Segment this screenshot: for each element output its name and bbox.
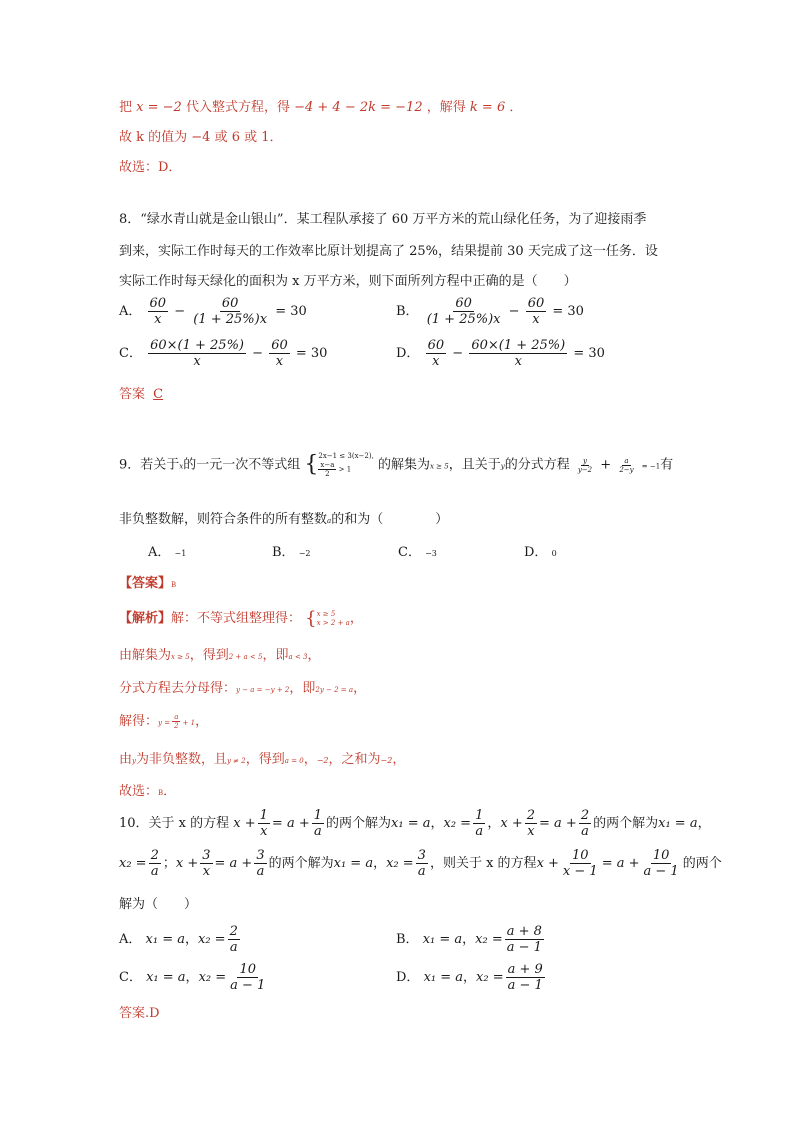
text: ，则关于 x 的方程 xyxy=(429,856,537,871)
denominator: x − 1 xyxy=(562,864,598,879)
numerator: 1 xyxy=(475,808,484,823)
operator: − xyxy=(452,346,464,361)
q8-answer xyxy=(119,383,163,402)
fraction xyxy=(469,338,567,369)
inequality-system: { x ≥ 5 x > 2 + a xyxy=(305,607,350,629)
analysis-label: 【解析】 xyxy=(119,611,172,626)
text: 9．若关于 xyxy=(119,457,180,473)
denominator: (1 + 25%)x xyxy=(193,312,268,327)
q9-answer xyxy=(119,572,176,591)
operator: − xyxy=(252,346,264,361)
text: ， xyxy=(463,970,477,985)
numerator: x−a xyxy=(320,461,335,469)
math: x + xyxy=(233,816,256,831)
text: ． xyxy=(509,100,523,115)
numerator: 3 xyxy=(417,848,426,863)
text: 把 xyxy=(119,100,133,115)
math: y − a = −y + 2 xyxy=(236,686,290,694)
system-row-2 xyxy=(318,461,373,478)
math: = a + xyxy=(214,856,253,871)
math: 2 + a < 5 xyxy=(228,653,263,661)
text: 的两个解为 xyxy=(326,816,392,831)
numerator: 2 xyxy=(229,924,238,939)
text: 故选： xyxy=(119,784,159,799)
denominator: a xyxy=(229,940,238,955)
math: x₂ = xyxy=(198,932,226,947)
q10-option-d[interactable] xyxy=(396,962,547,993)
fraction xyxy=(561,848,600,879)
denominator: x xyxy=(432,354,440,369)
math: x₁ = a xyxy=(146,970,186,985)
option-label: C． xyxy=(119,346,142,361)
solution-line-3: 故选：D． xyxy=(119,160,182,175)
denominator: a − 1 xyxy=(230,978,266,993)
math: x₂ = xyxy=(198,970,227,985)
text: 的分式方程 xyxy=(504,457,570,473)
text: ，得到 xyxy=(189,648,229,663)
text: ， xyxy=(185,970,199,985)
denominator: 2−y xyxy=(619,465,634,474)
q8-stem-line-3: 实际工作时每天绿化的面积为 x 万平方米，则下面所列方程中正确的是（ ） xyxy=(119,274,577,289)
text: ． xyxy=(163,784,177,799)
text: 的两个 xyxy=(682,856,722,871)
denominator: a − 1 xyxy=(506,940,542,955)
text: ，得到 xyxy=(245,752,285,767)
fraction xyxy=(576,457,594,474)
denominator: a xyxy=(581,824,589,839)
equation-rhs: = 30 xyxy=(275,304,307,319)
fraction xyxy=(426,338,447,369)
solution-line-1 xyxy=(119,96,522,115)
fraction xyxy=(525,808,537,839)
math: x₁ = a xyxy=(391,816,431,831)
q9-analysis-line-4 xyxy=(119,710,208,730)
numerator: 10 xyxy=(572,848,589,863)
text: ，即 xyxy=(289,681,316,696)
fraction xyxy=(505,924,544,955)
math: y = xyxy=(158,719,171,727)
text: ， xyxy=(430,816,444,831)
text: 的一元一次不等式组 xyxy=(183,457,301,473)
answer-value: B xyxy=(171,581,177,589)
fraction xyxy=(642,848,681,879)
text: 非负整数解，则符合条件的所有整数 xyxy=(119,512,328,527)
numerator: 60 xyxy=(527,296,545,311)
denominator: 2 xyxy=(325,470,330,478)
numerator: 3 xyxy=(256,848,265,863)
denominator: a xyxy=(150,864,159,879)
fraction xyxy=(425,296,503,327)
q9-option-d[interactable] xyxy=(524,541,557,560)
math: x₁ = a xyxy=(658,816,698,831)
math: −2 xyxy=(380,756,393,765)
denominator: x xyxy=(193,354,201,369)
text: ， xyxy=(303,752,317,767)
answer-value: B xyxy=(158,789,164,797)
var: x xyxy=(179,462,184,471)
math: x₁ = a xyxy=(333,856,374,871)
fraction xyxy=(506,962,545,993)
q9-option-a[interactable] xyxy=(148,541,186,560)
numerator: a xyxy=(624,456,629,465)
operator: − xyxy=(174,304,186,319)
text: ， xyxy=(392,752,406,767)
option-label: A． xyxy=(119,932,142,947)
text: ，且关于 xyxy=(448,457,501,473)
q9-analysis-line-2 xyxy=(119,644,320,663)
q9-analysis-line-1 xyxy=(119,607,363,629)
q9-option-b[interactable] xyxy=(272,541,311,560)
text: 由 xyxy=(119,752,133,767)
text: 解得： xyxy=(119,714,159,729)
text: ，之和为 xyxy=(328,752,381,767)
math: x₂ = xyxy=(443,816,472,831)
option-value: 0 xyxy=(551,549,557,558)
fraction xyxy=(149,848,161,879)
math: −4 + 4 − 2k = −12 xyxy=(294,100,423,115)
text: ， xyxy=(195,714,209,729)
answer-label: 答案 xyxy=(119,387,146,402)
math: = a + xyxy=(271,816,310,831)
inequality-system: { 2x−1 ≤ 3(x−2), $\frac{x-a}{2}$ > 1 xyxy=(304,452,374,478)
fraction xyxy=(473,808,485,839)
numerator: 3 xyxy=(202,848,211,863)
math: k = 6 xyxy=(469,100,506,115)
q10-answer: 答案.D xyxy=(119,1006,160,1021)
fraction xyxy=(526,296,547,327)
var: a xyxy=(327,517,332,525)
denominator: (1 + 25%)x xyxy=(426,312,501,327)
option-label: D． xyxy=(524,545,548,560)
numerator: 60 xyxy=(221,296,239,311)
text: 解：不等式组整理得： xyxy=(171,611,302,626)
text: 分式方程去分母得： xyxy=(119,681,237,696)
denominator: 2 xyxy=(174,722,179,730)
math: = a + xyxy=(601,856,640,871)
numerator: 60 xyxy=(427,338,445,353)
math: x₁ = a xyxy=(422,932,463,947)
math: x + xyxy=(175,856,199,871)
math: x = −2 xyxy=(136,100,182,115)
math: = a + xyxy=(539,816,577,831)
equation-rhs: = −1 xyxy=(641,462,661,471)
numerator: a + 8 xyxy=(506,924,542,939)
equation-rhs: = 30 xyxy=(552,304,584,319)
text: ， xyxy=(184,932,198,947)
q9-analysis-line-6 xyxy=(119,780,176,799)
numerator: 1 xyxy=(313,808,323,823)
option-label: C． xyxy=(398,545,421,560)
math: x₂ = xyxy=(386,856,414,871)
math: x₂ = xyxy=(476,970,504,985)
fraction xyxy=(228,924,240,955)
text: 10．关于 x 的方程 xyxy=(119,816,230,831)
denominator: x xyxy=(532,312,540,327)
operator: + xyxy=(600,457,612,473)
text: ，即 xyxy=(262,648,289,663)
q10-stem-line-1 xyxy=(119,808,711,839)
denominator: x xyxy=(154,312,162,327)
q10-option-c[interactable] xyxy=(119,962,269,993)
text: ， xyxy=(487,816,501,831)
q9-analysis-line-3 xyxy=(119,677,366,696)
denominator: x xyxy=(260,824,268,839)
fraction xyxy=(269,338,290,369)
denominator: a xyxy=(256,864,265,879)
numerator: 60 xyxy=(455,296,472,311)
fraction xyxy=(148,338,246,369)
math: x₁ = a xyxy=(423,970,464,985)
q8-stem-line-2: 到来，实际工作时每天的工作效率比原计划提高了 25%，结果提前 30 天完成了这一任务．设 xyxy=(119,244,658,259)
text: 的两个解为 xyxy=(268,856,334,871)
denominator: a − 1 xyxy=(643,864,679,879)
option-label: A． xyxy=(119,304,142,319)
text: 的和为（ ） xyxy=(331,512,449,527)
numerator: 10 xyxy=(239,962,256,977)
var: y xyxy=(132,757,136,765)
text: 的两个解为 xyxy=(593,816,659,831)
fraction xyxy=(172,713,180,730)
math: a = 0 xyxy=(284,757,304,765)
fraction xyxy=(200,848,212,879)
option-label: B． xyxy=(396,304,419,319)
denominator: a xyxy=(417,864,426,879)
system-row-1: 2x−1 ≤ 3(x−2), xyxy=(318,452,374,460)
numerator: a + 9 xyxy=(507,962,543,977)
answer-value: C xyxy=(153,387,164,402)
operator: − xyxy=(508,304,520,319)
text: 由解集为 xyxy=(119,648,172,663)
numerator: y xyxy=(583,456,587,465)
fraction xyxy=(191,296,269,327)
denominator: a − 1 xyxy=(507,978,543,993)
q10-stem-line-3: 解为（ ） xyxy=(119,897,198,912)
answer-label: 【答案】 xyxy=(119,576,172,591)
option-value: −2 xyxy=(298,549,311,558)
q8-option-a[interactable] xyxy=(119,296,307,327)
fraction xyxy=(312,808,324,839)
math: x + xyxy=(500,816,523,831)
q8-option-d[interactable] xyxy=(396,338,605,369)
option-label: B． xyxy=(272,545,295,560)
fraction xyxy=(258,808,270,839)
text: 为非负整数，且 xyxy=(135,752,227,767)
math: x₂ = xyxy=(119,856,147,871)
math: x ≥ 5 xyxy=(171,653,190,661)
text: ， xyxy=(373,856,387,871)
text: 有 xyxy=(660,457,674,473)
fraction xyxy=(228,962,267,993)
q10-option-a[interactable] xyxy=(119,924,242,955)
option-label: D． xyxy=(396,970,420,985)
var: y xyxy=(500,462,505,471)
denominator: x xyxy=(202,864,211,879)
relation: > 1 xyxy=(338,465,352,474)
fraction xyxy=(416,848,428,879)
q8-stem-line-1: 8．“绿水青山就是金山银山”．某工程队承接了 60 万平方米的荒山绿化任务，为了迎接雨季 xyxy=(119,212,647,227)
fraction xyxy=(148,296,169,327)
numerator: 2 xyxy=(150,848,159,863)
math: x₁ = a xyxy=(145,932,185,947)
numerator: 2 xyxy=(580,808,590,823)
numerator: 2 xyxy=(526,808,536,823)
q8-option-b[interactable] xyxy=(396,296,584,327)
numerator: 60 xyxy=(149,296,167,311)
denominator: x xyxy=(514,354,522,369)
math: y ≠ 2 xyxy=(227,757,246,765)
option-value: −1 xyxy=(174,549,187,558)
system-row-2: x > 2 + a xyxy=(316,618,350,627)
numerator: 60 xyxy=(271,338,288,353)
math: −2 xyxy=(316,756,329,765)
fraction xyxy=(617,457,635,474)
solution-line-2: 故 k 的值为 −4 或 6 或 1． xyxy=(119,130,283,145)
numerator: 1 xyxy=(259,808,268,823)
option-label: C． xyxy=(119,970,142,985)
text: 的解集为 xyxy=(377,457,430,473)
math: + 1 xyxy=(182,719,196,727)
option-value: −3 xyxy=(425,549,437,558)
equation-rhs: = 30 xyxy=(295,346,328,361)
q10-stem-line-2 xyxy=(119,848,722,879)
system-row-1: x ≥ 5 xyxy=(316,609,336,618)
text: 代入整式方程，得 xyxy=(185,100,290,115)
math: a < 3 xyxy=(288,653,308,661)
q10-option-b[interactable] xyxy=(396,924,546,955)
denominator: x xyxy=(527,824,535,839)
denominator: a xyxy=(475,824,484,839)
text: ， xyxy=(462,932,476,947)
math: x + xyxy=(536,856,559,871)
numerator: a xyxy=(174,713,179,721)
text: ， xyxy=(307,648,321,663)
math: x ≥ 5 xyxy=(430,462,449,471)
denominator: a xyxy=(313,824,322,839)
fraction xyxy=(254,848,266,879)
option-label: D． xyxy=(396,346,420,361)
text: ； xyxy=(162,856,176,871)
math: 2y − 2 = a xyxy=(315,686,354,694)
q9-stem-line-1 xyxy=(119,452,673,478)
q9-stem-line-2 xyxy=(119,508,448,527)
math: x₂ = xyxy=(475,932,503,947)
numerator: 10 xyxy=(652,848,670,863)
option-label: B． xyxy=(396,932,419,947)
text: ， xyxy=(697,816,711,831)
option-label: A． xyxy=(148,545,171,560)
denominator: y−2 xyxy=(577,465,593,474)
text: ， xyxy=(353,681,367,696)
numerator: 60×(1 + 25%) xyxy=(150,338,244,353)
equation-rhs: = 30 xyxy=(573,346,605,361)
q9-option-c[interactable] xyxy=(398,541,437,560)
q8-option-c[interactable] xyxy=(119,338,327,369)
fraction xyxy=(579,808,591,839)
q9-analysis-line-5 xyxy=(119,748,405,767)
text: ，解得 xyxy=(426,100,466,115)
numerator: 60×(1 + 25%) xyxy=(471,338,566,353)
denominator: x xyxy=(275,354,284,369)
text: ， xyxy=(349,611,363,626)
